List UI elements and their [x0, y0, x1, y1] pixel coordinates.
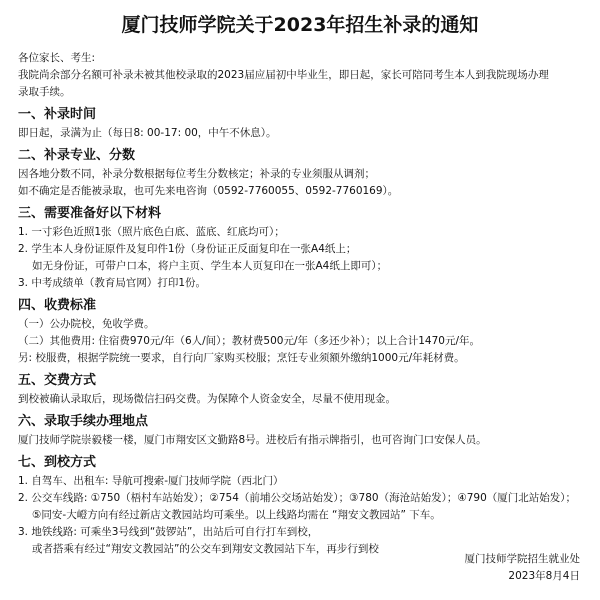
- materials-item: 3. 中考成绩单（教育局官网）打印1份。: [18, 277, 207, 289]
- page-title: 厦门技师学院关于2023年招生补录的通知: [121, 14, 479, 36]
- section-heading-time: 一、补录时间: [18, 107, 97, 122]
- transport-line-cont: 或者搭乘有经过“翔安文教园站”的公交车到翔安文教园站下车，再步行到校: [32, 543, 379, 555]
- intro-line-1: 我院尚余部分名额可补录未被其他校录取的2023届应届初中毕业生，即日起，家长可陪同考生本人到我院现场办理: [18, 69, 549, 81]
- payment-line: 到校被确认录取后，现场微信扫码交费。为保障个人资金安全，尽量不使用现金。: [18, 393, 396, 405]
- section-majors-line: 如不确定是否能被录取，也可先来电咨询（0592-7760055、0592-7760169）。: [18, 185, 399, 197]
- transport-line: 2. 公交车线路: ①750（梧村车站始发）；②754（前埔公交场站始发）；③780（海沧站始发）；④790（厦门北站始发）；: [18, 492, 577, 504]
- section-time-line: 即日起，录满为止（每日8: 00-17: 00，中午不休息）。: [18, 127, 277, 139]
- section-heading-materials: 三、需要准备好以下材料: [18, 206, 162, 221]
- signature: 厦门技师学院招生就业处: [464, 553, 580, 565]
- transport-line: 3. 地铁线路: 可乘坐3号线到“鼓锣站”，出站后可自行打车到校，: [18, 526, 319, 538]
- transport-line-cont: ⑤同安-大嶝方向有经过新店文教园站均可乘坐。以上线路均需在 “翔安文教园站” 下车。: [32, 509, 441, 521]
- fees-line: （二）其他费用: 住宿费970元/年（6人/间）；教材费500元/年（多还少补）；以上合计1470元/年。: [18, 335, 481, 347]
- section-majors-line: 因各地分数不同，补录分数根据每位考生分数核定；补录的专业须服从调剂；: [18, 168, 375, 180]
- transport-line: 1. 自驾车、出租车: 导航可搜索-厦门技师学院（西北门）: [18, 475, 284, 487]
- materials-item-note: 如无身份证，可带户口本，将户主页、学生本人页复印在一张A4纸上即可）；: [32, 260, 388, 272]
- section-heading-fees: 四、收费标准: [18, 298, 97, 313]
- materials-item: 2. 学生本人身份证原件及复印件1份（身份证正反面复印在一张A4纸上；: [18, 243, 357, 255]
- fees-line: 另: 校服费，根据学院统一要求，自行向厂家购买校服；烹饪专业须额外缴纳1000元/年耗材费。: [18, 352, 465, 364]
- greeting: 各位家长、考生:: [18, 52, 96, 64]
- date: 2023年8月4日: [508, 570, 580, 582]
- materials-item: 1. 一寸彩色近照1张（照片底色白底、蓝底、红底均可）；: [18, 226, 285, 238]
- section-heading-transport: 七、到校方式: [18, 455, 97, 470]
- section-heading-location: 六、录取手续办理地点: [18, 414, 149, 429]
- intro-line-2: 录取手续。: [18, 86, 71, 98]
- section-heading-majors: 二、补录专业、分数: [18, 148, 136, 163]
- location-line: 厦门技师学院崇毅楼一楼，厦门市翔安区文勤路8号。进校后有指示牌指引，也可咨询门口安保人员。: [18, 434, 487, 446]
- fees-line: （一）公办院校，免收学费。: [18, 318, 155, 330]
- section-heading-payment: 五、交费方式: [18, 373, 97, 388]
